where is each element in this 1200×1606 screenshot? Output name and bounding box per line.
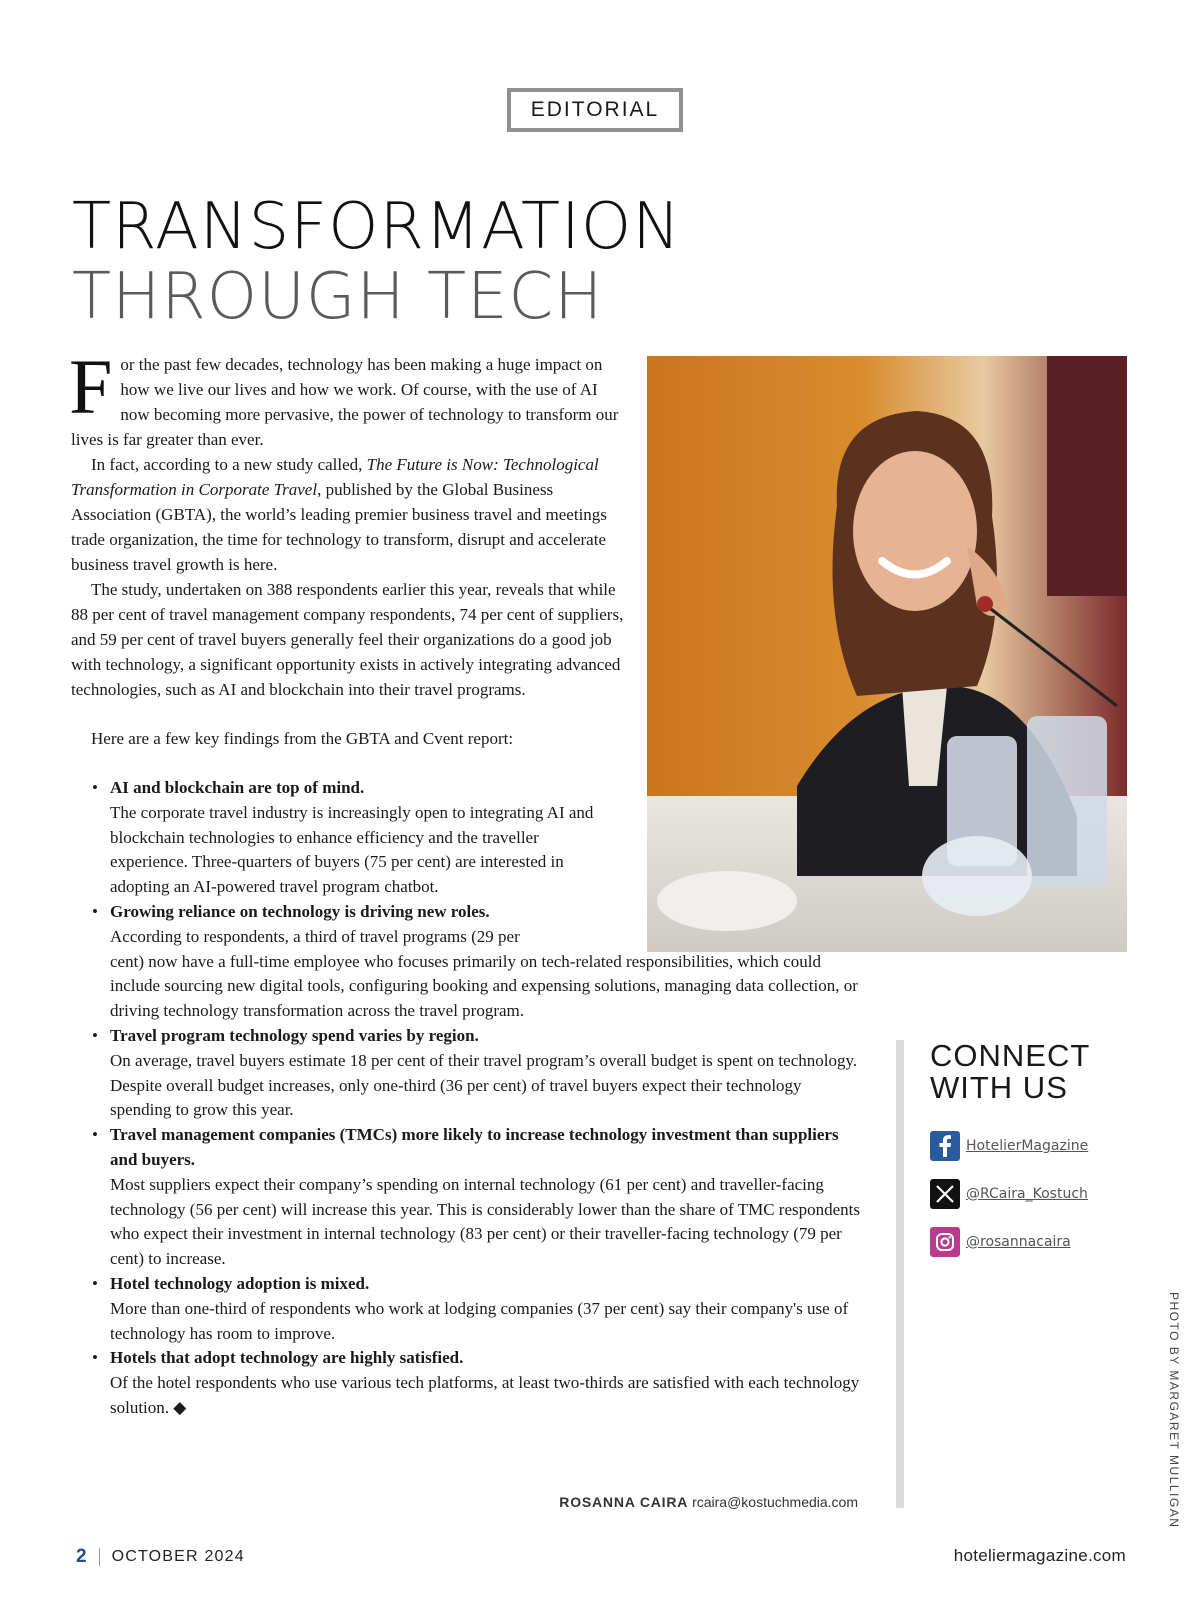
finding-item [90,1024,860,1123]
finding-title: Travel management companies (TMCs) more likely to increase technology investment than suppliers and buyers. [110,1125,839,1169]
social-link-x[interactable] [930,1178,1090,1210]
connect-sidebar [930,1040,1090,1274]
social-links [930,1130,1090,1258]
finding-title: Growing reliance on technology is driving new roles. [110,901,490,921]
connect-title [930,1040,1090,1104]
finding-body: The corporate travel industry is increasingly open to integrating AI and blockchain technologies to enhance efficiency and the traveller experience. Three-quarters of buyers (75 per cent) are interested in adopting an AI-powered travel program chatbot. [110,802,594,897]
findings-lead: Here are a few key findings from the GBTA and Cvent report: [91,729,514,748]
issue-date: OCTOBER 2024 [111,1548,245,1565]
page-number: 2 [76,1546,87,1567]
finding-title: AI and blockchain are top of mind. [110,778,365,797]
footer-site[interactable]: hoteliermagazine.com [953,1546,1126,1565]
intro-paragraph-1-text: or the past few decades, technology has been making a huge impact on how we live our lives and how we work. Of course, with the use of AI now becoming more pervasive, the power of technology to transform our lives is far greater than ever. [71,355,619,449]
intro-p2-end: , published by the Global Business Association (GBTA), the world’s leading premier business travel and meetings trade organization, the time for technology to transform, disrupt and accelerate business travel growth is here. [71,480,607,574]
footer-folio [76,1546,245,1568]
photo-credit: PHOTO BY MARGARET MULLIGAN [1167,1292,1181,1529]
connect-title-line-2: WITH US [930,1070,1068,1105]
finding-body: Of the hotel respondents who use various tech platforms, at least two-thirds are satisfied with each technology solution. ◆ [110,1373,860,1417]
author-name: ROSANNA CAIRA [559,1494,689,1510]
x-icon [930,1179,960,1209]
intro-paragraph-3: The study, undertaken on 388 respondents earlier this year, reveals that while 88 per cent of travel management company respondents, 74 per cent of suppliers, and 59 per cent of travel buyers generally feel their organizations do a good job with technology, a significant opportunity exists in actively integrating advanced technologies, such as AI and blockchain into their travel programs. [71,580,624,699]
x-handle[interactable]: @RCaira_Kostuch [966,1186,1088,1202]
finding-item [90,1346,860,1420]
finding-title: Hotel technology adoption is mixed. [110,1273,370,1293]
facebook-icon [930,1131,960,1161]
folio-divider [99,1548,100,1566]
headline [72,192,681,332]
connect-title-line-1: CONNECT [930,1038,1091,1073]
social-link-facebook[interactable] [930,1130,1090,1162]
intro-paragraph-2 [71,452,631,577]
bullet-icon: • [92,901,98,921]
bullet-icon: • [92,1348,98,1368]
finding-item [90,1272,860,1346]
social-link-instagram[interactable] [930,1226,1090,1258]
study-title: The Future is Now: Technological Transformation in Corporate Travel [71,455,599,499]
byline [538,1494,858,1510]
facebook-handle[interactable]: HotelierMagazine [966,1138,1089,1154]
bullet-icon: • [92,1273,98,1293]
finding-body: More than one-third of respondents who work at lodging companies (37 per cent) say their company's use of technology has room to improve. [110,1298,849,1343]
bullet-icon: • [92,778,98,797]
finding-title: Travel program technology spend varies by region. [110,1025,479,1045]
headline-line-1: TRANSFORMATION [72,190,682,264]
intro-body [69,343,631,751]
finding-body: On average, travel buyers estimate 18 per cent of their travel program’s overall budget is spent on technology. Despite overall budget increases, only one-third (36 per cent) of travel buyers expect their technology spending to grow this year. [110,1050,858,1120]
section-tag: EDITORIAL [507,88,683,132]
finding-item [90,900,860,1024]
instagram-handle[interactable]: @rosannacaira [966,1234,1071,1250]
bullet-icon: • [92,1025,98,1045]
instagram-icon [930,1227,960,1257]
bullet-icon: • [92,1125,98,1145]
drop-cap: F [69,343,113,430]
finding-item [90,776,860,900]
finding-item [90,1123,860,1272]
intro-paragraph-1 [69,343,631,452]
finding-body: Most suppliers expect their company’s spending on internal technology (61 per cent) and traveller-facing technology (56 per cent) will increase this year. This is considerably lower than the share of TMC respondents who expect their investment in internal technology (83 per cent) or their traveller-facing technology (79 per cent) to increase. [110,1174,861,1269]
author-email[interactable]: rcaira@kostuchmedia.com [692,1494,858,1510]
headline-line-2: THROUGH TECH [72,260,604,334]
finding-title: Hotels that adopt technology are highly satisfied. [110,1348,464,1368]
findings-list [90,776,860,1421]
finding-body-narrow: According to respondents, a third of travel programs (29 per [110,926,520,946]
sidebar-divider [896,1040,904,1508]
intro-p2-start: In fact, according to a new study called, [91,455,367,474]
finding-body: cent) now have a full-time employee who focuses primarily on tech-related responsibilities, which could include sourcing new digital tools, configuring booking and expensing solutions, managing data collection, or driving technology transformation across the travel program. [110,951,858,1021]
